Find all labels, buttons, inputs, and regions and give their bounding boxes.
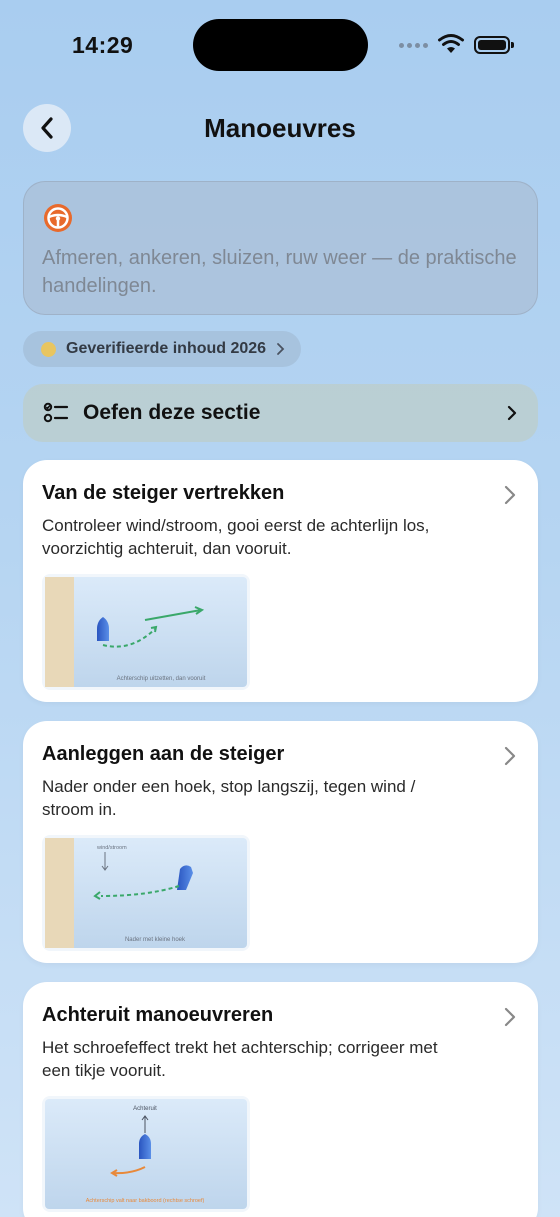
dynamic-island	[193, 19, 368, 71]
chevron-right-icon	[503, 484, 517, 506]
quay	[45, 577, 74, 687]
verified-content-label: Geverifieerde inhoud 2026	[66, 340, 267, 357]
quay	[45, 838, 74, 948]
diagram-caption: Achterschip uitzetten, dan vooruit	[116, 676, 206, 682]
steering-wheel-icon	[42, 202, 74, 234]
section-intro-card	[23, 181, 538, 315]
topic-description: Controleer wind/stroom, gooi eerst de achterlijn los, voorzichtig achteruit, dan vooruit.	[42, 516, 430, 558]
topic-diagram	[42, 835, 250, 951]
topic-title: Achteruit manoeuvreren	[42, 1004, 274, 1026]
diagram-caption: Nader met kleine hoek	[124, 937, 186, 943]
cellular-signal-icon	[399, 43, 428, 48]
battery-icon	[474, 36, 510, 54]
topic-description: Nader onder een hoek, stop langszij, tegen wind / stroom in.	[42, 777, 416, 819]
practice-section-button[interactable]	[23, 384, 538, 442]
page-title: Manoeuvres	[204, 113, 356, 143]
topic-diagram	[42, 1096, 250, 1212]
status-bar	[0, 0, 560, 90]
topic-card-reverse[interactable]	[23, 982, 538, 1217]
practice-section-label: Oefen deze sectie	[83, 401, 261, 424]
chevron-right-icon	[503, 1006, 517, 1028]
verified-content-chip[interactable]	[23, 331, 301, 367]
diagram-label: Achteruit	[133, 1106, 157, 1112]
topic-title: Aanleggen aan de steiger	[42, 743, 285, 765]
boat-icon	[139, 1134, 151, 1159]
diagram-label: wind/stroom	[97, 845, 127, 851]
topic-description: Het schroefeffect trekt het achterschip; corrigeer met een tikje vooruit.	[42, 1038, 438, 1080]
chevron-right-icon	[506, 404, 518, 422]
status-time: 14:29	[72, 32, 134, 58]
verified-dot-icon	[41, 342, 56, 357]
topic-diagram	[42, 574, 250, 690]
section-intro-text: Afmeren, ankeren, sluizen, ruw weer — de praktische handelingen.	[42, 247, 517, 297]
topic-card-depart[interactable]	[23, 460, 538, 702]
chevron-right-icon	[276, 342, 285, 356]
topic-title: Van de steiger vertrekken	[42, 482, 285, 504]
chevron-right-icon	[503, 745, 517, 767]
topic-card-moor[interactable]	[23, 721, 538, 963]
diagram-caption: Achterschip valt naar bakboord (rechtse schroef)	[85, 1198, 205, 1204]
checklist-icon	[43, 402, 69, 424]
wifi-icon	[437, 33, 465, 55]
